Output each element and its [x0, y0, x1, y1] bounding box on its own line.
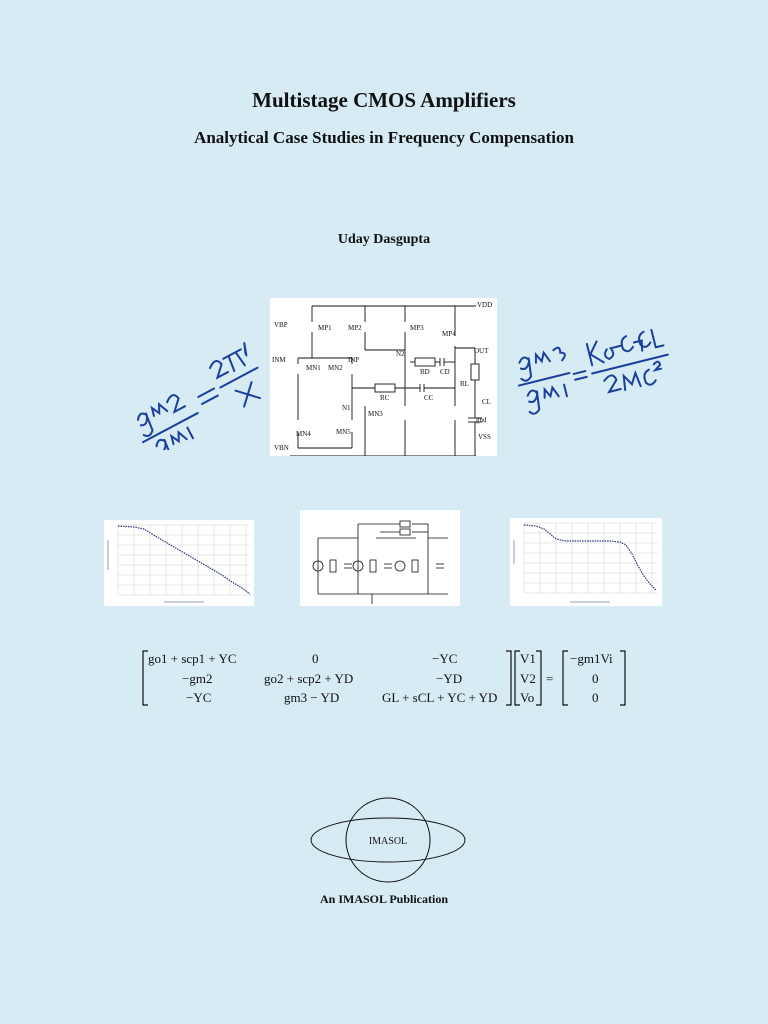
rhs-1: −gm1Vi [570, 651, 613, 666]
vector-v2: V2 [520, 671, 536, 686]
label-rc: RC [380, 394, 390, 402]
label-mn4: MN4 [296, 430, 311, 438]
matrix-equation [140, 648, 630, 708]
circuit-schematic [270, 298, 497, 456]
label-mp4: MP4 [442, 330, 456, 338]
matrix-cell-3-3: GL + sCL + YC + YD [382, 690, 498, 705]
matrix-cell-3-1: −YC [186, 690, 212, 705]
bode-phase-plot [510, 518, 662, 606]
resistor-rd [415, 358, 435, 366]
matrix-cell-3-2: gm3 − YD [284, 690, 340, 705]
matrix-cell-1-3: −YC [432, 651, 458, 666]
label-mp3: MP3 [410, 324, 424, 332]
label-vbn: VBN [274, 444, 289, 452]
author-name: Uday Dasgupta [337, 232, 431, 247]
rhs-3: 0 [592, 690, 599, 705]
vector-vo: Vo [520, 690, 535, 705]
book-subtitle: Analytical Case Studies in Frequency Compensation [194, 128, 574, 147]
label-n2: N2 [396, 350, 405, 358]
matrix-cell-1-2: 0 [312, 651, 319, 666]
equals-sign: = [546, 671, 554, 686]
label-mn2: MN2 [328, 364, 343, 372]
handwritten-formula-right [510, 318, 670, 428]
publisher-line: An IMASOL Publication [319, 892, 449, 906]
matrix-cell-2-1: −gm2 [182, 671, 213, 686]
label-cl: CL [482, 398, 491, 406]
label-inm: INM [272, 356, 286, 364]
label-rl: RL [460, 380, 469, 388]
label-mn1: MN1 [306, 364, 321, 372]
rhs-2: 0 [592, 671, 599, 686]
label-mp2: MP2 [348, 324, 362, 332]
matrix-cell-2-2: go2 + scp2 + YD [264, 671, 354, 686]
label-mp1: MP1 [318, 324, 332, 332]
label-n1: N1 [342, 404, 351, 412]
label-vbp: VBP [274, 321, 288, 329]
label-vss: VSS [478, 433, 491, 441]
label-rd: RD [420, 368, 430, 376]
handwritten-formula-left [110, 330, 270, 450]
resistor-rl [471, 364, 479, 380]
label-inp: INP [348, 356, 360, 364]
vector-v1: V1 [520, 651, 536, 666]
label-cc: CC [424, 394, 434, 402]
label-gnd: gnd [476, 416, 487, 424]
small-signal-model [300, 510, 460, 606]
label-vdd: VDD [477, 301, 493, 309]
label-out: OUT [474, 347, 489, 355]
logo-text: IMASOL [368, 836, 408, 847]
label-mn3: MN3 [368, 410, 383, 418]
imasol-logo [308, 796, 468, 886]
matrix-cell-2-3: −YD [436, 671, 463, 686]
bode-magnitude-plot [104, 520, 254, 606]
resistor-rc [375, 384, 395, 392]
book-title: Multistage CMOS Amplifiers [252, 88, 516, 112]
matrix-cell-1-1: go1 + scp1 + YC [148, 651, 237, 666]
label-mn5: MN5 [336, 428, 351, 436]
label-cd: CD [440, 368, 450, 376]
